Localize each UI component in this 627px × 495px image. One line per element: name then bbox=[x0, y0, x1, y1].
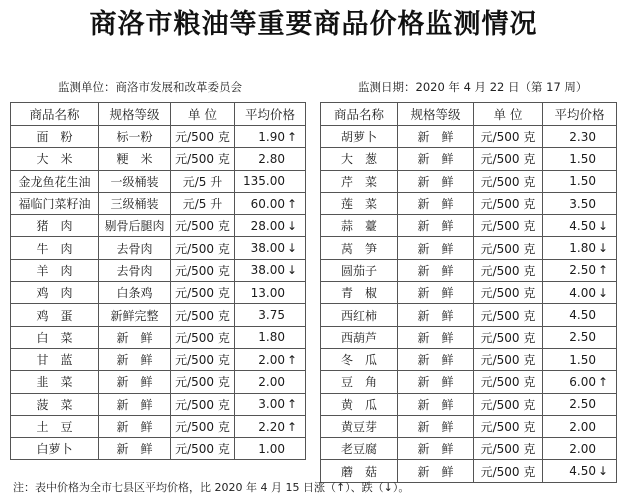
table-row bbox=[321, 371, 617, 393]
cell-unit: 元/500 克 bbox=[171, 326, 235, 348]
cell-grade: 新 鲜 bbox=[398, 438, 474, 460]
table-header-row bbox=[11, 103, 306, 126]
cell-unit: 元/500 克 bbox=[474, 170, 543, 192]
arrow-down-icon: ↓ bbox=[598, 464, 609, 479]
table-row bbox=[321, 259, 617, 281]
table-row bbox=[11, 192, 306, 214]
cell-price bbox=[235, 438, 306, 460]
arrow-down-icon: ↓ bbox=[287, 218, 298, 233]
cell-grade: 新 鲜 bbox=[99, 371, 171, 393]
cell-name: 胡萝卜 bbox=[321, 126, 398, 148]
cell-grade: 新 鲜 bbox=[398, 304, 474, 326]
price-value: 2.00 bbox=[258, 374, 285, 389]
price-value: 4.50 bbox=[569, 308, 596, 323]
cell-name: 韭 菜 bbox=[11, 371, 99, 393]
arrow-down-icon: ↓ bbox=[287, 241, 298, 256]
table-row bbox=[11, 326, 306, 348]
price-value: 4.50 bbox=[569, 464, 596, 479]
header-name: 商品名称 bbox=[11, 103, 99, 126]
cell-unit: 元/500 克 bbox=[474, 438, 543, 460]
cell-unit: 元/500 克 bbox=[474, 192, 543, 214]
price-value: 2.20 bbox=[258, 419, 285, 434]
table-row bbox=[321, 148, 617, 170]
cell-grade: 新 鲜 bbox=[398, 460, 474, 482]
table-row bbox=[11, 438, 306, 460]
cell-grade: 新 鲜 bbox=[398, 237, 474, 259]
cell-name: 土 豆 bbox=[11, 415, 99, 437]
cell-price bbox=[235, 348, 306, 370]
cell-unit: 元/500 克 bbox=[474, 393, 543, 415]
cell-name: 西葫芦 bbox=[321, 326, 398, 348]
cell-price bbox=[543, 348, 617, 370]
cell-price bbox=[235, 237, 306, 259]
price-value: 1.90 bbox=[258, 129, 285, 144]
cell-grade: 新 鲜 bbox=[398, 282, 474, 304]
price-table-left bbox=[10, 102, 306, 460]
cell-name: 青 椒 bbox=[321, 282, 398, 304]
cell-unit: 元/500 克 bbox=[171, 237, 235, 259]
price-value: 60.00 bbox=[250, 196, 285, 211]
cell-price bbox=[543, 148, 617, 170]
cell-grade: 新 鲜 bbox=[99, 326, 171, 348]
cell-grade: 新 鲜 bbox=[398, 348, 474, 370]
cell-unit: 元/500 克 bbox=[474, 371, 543, 393]
cell-grade: 新 鲜 bbox=[398, 415, 474, 437]
table-row bbox=[321, 126, 617, 148]
cell-grade: 新 鲜 bbox=[398, 170, 474, 192]
cell-name: 福临门菜籽油 bbox=[11, 192, 99, 214]
cell-price bbox=[235, 282, 306, 304]
price-value: 135.00 bbox=[243, 174, 285, 189]
arrow-up-icon: ↑ bbox=[287, 419, 298, 434]
cell-price bbox=[543, 282, 617, 304]
price-value: 2.00 bbox=[569, 441, 596, 456]
cell-price bbox=[235, 259, 306, 281]
price-value: 2.30 bbox=[569, 129, 596, 144]
price-value: 6.00 bbox=[569, 374, 596, 389]
table-row bbox=[321, 282, 617, 304]
cell-unit: 元/500 克 bbox=[171, 126, 235, 148]
cell-grade: 一级桶装 bbox=[99, 170, 171, 192]
table-row bbox=[11, 126, 306, 148]
cell-price bbox=[543, 415, 617, 437]
cell-price bbox=[235, 304, 306, 326]
cell-grade: 新 鲜 bbox=[398, 393, 474, 415]
footer-note: 注：表中价格为全市七县区平均价格，比 2020 年 4 月 15 日涨（↑）、跌（↓）。 bbox=[13, 481, 410, 494]
table-row bbox=[11, 237, 306, 259]
header-unit: 单 位 bbox=[171, 103, 235, 126]
cell-grade: 去骨肉 bbox=[99, 237, 171, 259]
cell-grade: 新 鲜 bbox=[398, 326, 474, 348]
cell-name: 黄 瓜 bbox=[321, 393, 398, 415]
cell-name: 甘 蓝 bbox=[11, 348, 99, 370]
cell-price bbox=[235, 371, 306, 393]
cell-grade: 去骨肉 bbox=[99, 259, 171, 281]
cell-price bbox=[543, 326, 617, 348]
cell-grade: 新 鲜 bbox=[99, 438, 171, 460]
cell-price bbox=[543, 259, 617, 281]
cell-grade: 新 鲜 bbox=[99, 415, 171, 437]
cell-unit: 元/5 升 bbox=[171, 192, 235, 214]
cell-grade: 新 鲜 bbox=[398, 126, 474, 148]
cell-unit: 元/500 克 bbox=[474, 259, 543, 281]
cell-grade: 粳 米 bbox=[99, 148, 171, 170]
cell-unit: 元/500 克 bbox=[171, 148, 235, 170]
price-table-right bbox=[320, 102, 617, 483]
table-header-row bbox=[321, 103, 617, 126]
table-row bbox=[321, 170, 617, 192]
cell-name: 猪 肉 bbox=[11, 215, 99, 237]
cell-name: 圆茄子 bbox=[321, 259, 398, 281]
price-value: 38.00 bbox=[250, 241, 285, 256]
price-value: 3.75 bbox=[258, 308, 285, 323]
cell-price bbox=[235, 148, 306, 170]
table-row bbox=[11, 393, 306, 415]
price-value: 1.80 bbox=[258, 330, 285, 345]
cell-price bbox=[235, 126, 306, 148]
table-row bbox=[11, 170, 306, 192]
price-value: 4.00 bbox=[569, 285, 596, 300]
table-row bbox=[321, 326, 617, 348]
cell-grade: 标一粉 bbox=[99, 126, 171, 148]
table-row bbox=[321, 393, 617, 415]
cell-grade: 新 鲜 bbox=[398, 259, 474, 281]
cell-grade: 新 鲜 bbox=[99, 348, 171, 370]
cell-price bbox=[543, 126, 617, 148]
cell-price bbox=[235, 393, 306, 415]
arrow-up-icon: ↑ bbox=[287, 352, 298, 367]
cell-name: 菠 菜 bbox=[11, 393, 99, 415]
price-value: 2.50 bbox=[569, 263, 596, 278]
arrow-up-icon: ↑ bbox=[598, 374, 609, 389]
arrow-down-icon: ↓ bbox=[287, 263, 298, 278]
table-row bbox=[11, 415, 306, 437]
cell-price bbox=[235, 415, 306, 437]
cell-unit: 元/500 克 bbox=[474, 282, 543, 304]
table-row bbox=[321, 415, 617, 437]
header-price: 平均价格 bbox=[543, 103, 617, 126]
cell-name: 蘑 菇 bbox=[321, 460, 398, 482]
cell-grade: 剔骨后腿肉 bbox=[99, 215, 171, 237]
cell-unit: 元/500 克 bbox=[474, 126, 543, 148]
cell-name: 莴 笋 bbox=[321, 237, 398, 259]
table-row bbox=[321, 237, 617, 259]
price-value: 2.50 bbox=[569, 397, 596, 412]
cell-price bbox=[543, 460, 617, 482]
price-value: 2.00 bbox=[258, 352, 285, 367]
cell-price bbox=[543, 215, 617, 237]
cell-unit: 元/500 克 bbox=[171, 348, 235, 370]
cell-unit: 元/500 克 bbox=[474, 148, 543, 170]
cell-name: 牛 肉 bbox=[11, 237, 99, 259]
header-name: 商品名称 bbox=[321, 103, 398, 126]
arrow-up-icon: ↑ bbox=[598, 263, 609, 278]
table-row bbox=[11, 304, 306, 326]
cell-price bbox=[235, 170, 306, 192]
cell-price bbox=[543, 170, 617, 192]
price-value: 1.80 bbox=[569, 241, 596, 256]
table-row bbox=[321, 304, 617, 326]
arrow-up-icon: ↑ bbox=[287, 397, 298, 412]
cell-unit: 元/500 克 bbox=[474, 415, 543, 437]
cell-unit: 元/500 克 bbox=[474, 326, 543, 348]
arrow-up-icon: ↑ bbox=[287, 196, 298, 211]
cell-name: 羊 肉 bbox=[11, 259, 99, 281]
cell-unit: 元/500 克 bbox=[474, 237, 543, 259]
cell-unit: 元/500 克 bbox=[171, 393, 235, 415]
cell-name: 豆 角 bbox=[321, 371, 398, 393]
cell-unit: 元/500 克 bbox=[474, 215, 543, 237]
cell-grade: 白条鸡 bbox=[99, 282, 171, 304]
cell-unit: 元/500 克 bbox=[171, 371, 235, 393]
cell-price bbox=[543, 237, 617, 259]
monitor-unit: 监测单位：商洛市发展和改革委员会 bbox=[58, 80, 242, 94]
cell-price bbox=[543, 371, 617, 393]
table-row bbox=[11, 215, 306, 237]
header-grade: 规格等级 bbox=[398, 103, 474, 126]
arrow-down-icon: ↓ bbox=[598, 218, 609, 233]
cell-unit: 元/500 克 bbox=[171, 438, 235, 460]
table-row bbox=[11, 371, 306, 393]
cell-price bbox=[543, 438, 617, 460]
header-unit: 单 位 bbox=[474, 103, 543, 126]
cell-name: 芹 菜 bbox=[321, 170, 398, 192]
arrow-down-icon: ↓ bbox=[598, 241, 609, 256]
cell-grade: 三级桶装 bbox=[99, 192, 171, 214]
cell-name: 蒜 薹 bbox=[321, 215, 398, 237]
cell-unit: 元/500 克 bbox=[171, 259, 235, 281]
cell-name: 黄豆芽 bbox=[321, 415, 398, 437]
cell-name: 白 菜 bbox=[11, 326, 99, 348]
cell-name: 鸡 蛋 bbox=[11, 304, 99, 326]
table-row bbox=[11, 148, 306, 170]
arrow-down-icon: ↓ bbox=[598, 285, 609, 300]
table-row bbox=[321, 215, 617, 237]
cell-name: 大 米 bbox=[11, 148, 99, 170]
price-value: 1.00 bbox=[258, 441, 285, 456]
cell-grade: 新 鲜 bbox=[398, 192, 474, 214]
cell-price bbox=[235, 192, 306, 214]
cell-name: 鸡 肉 bbox=[11, 282, 99, 304]
header-price: 平均价格 bbox=[235, 103, 306, 126]
arrow-up-icon: ↑ bbox=[287, 129, 298, 144]
price-value: 38.00 bbox=[250, 263, 285, 278]
price-value: 1.50 bbox=[569, 352, 596, 367]
cell-unit: 元/500 克 bbox=[474, 348, 543, 370]
cell-name: 面 粉 bbox=[11, 126, 99, 148]
cell-grade: 新 鲜 bbox=[398, 148, 474, 170]
table-body-right bbox=[321, 126, 617, 483]
cell-unit: 元/500 克 bbox=[171, 304, 235, 326]
cell-name: 老豆腐 bbox=[321, 438, 398, 460]
price-value: 1.50 bbox=[569, 174, 596, 189]
cell-unit: 元/5 升 bbox=[171, 170, 235, 192]
price-value: 3.00 bbox=[258, 397, 285, 412]
price-value: 2.00 bbox=[569, 419, 596, 434]
cell-unit: 元/500 克 bbox=[474, 304, 543, 326]
monitor-date: 监测日期：2020 年 4 月 22 日（第 17 周） bbox=[358, 80, 588, 94]
cell-grade: 新 鲜 bbox=[398, 371, 474, 393]
table-row bbox=[321, 348, 617, 370]
cell-price bbox=[235, 326, 306, 348]
cell-name: 金龙鱼花生油 bbox=[11, 170, 99, 192]
cell-unit: 元/500 克 bbox=[171, 415, 235, 437]
table-body-left bbox=[11, 126, 306, 460]
cell-unit: 元/500 克 bbox=[474, 460, 543, 482]
price-value: 1.50 bbox=[569, 151, 596, 166]
table-row bbox=[11, 259, 306, 281]
header-grade: 规格等级 bbox=[99, 103, 171, 126]
cell-price bbox=[543, 304, 617, 326]
cell-price bbox=[543, 192, 617, 214]
cell-unit: 元/500 克 bbox=[171, 215, 235, 237]
table-row bbox=[11, 282, 306, 304]
cell-name: 冬 瓜 bbox=[321, 348, 398, 370]
table-row bbox=[321, 192, 617, 214]
price-value: 3.50 bbox=[569, 196, 596, 211]
cell-name: 西红柿 bbox=[321, 304, 398, 326]
price-value: 2.50 bbox=[569, 330, 596, 345]
price-value: 28.00 bbox=[250, 218, 285, 233]
price-value: 13.00 bbox=[250, 285, 285, 300]
cell-grade: 新鲜完整 bbox=[99, 304, 171, 326]
table-row bbox=[321, 438, 617, 460]
cell-grade: 新 鲜 bbox=[99, 393, 171, 415]
cell-price bbox=[235, 215, 306, 237]
price-value: 4.50 bbox=[569, 218, 596, 233]
cell-name: 白萝卜 bbox=[11, 438, 99, 460]
cell-grade: 新 鲜 bbox=[398, 215, 474, 237]
page-title: 商洛市粮油等重要商品价格监测情况 bbox=[89, 9, 538, 40]
cell-name: 莲 菜 bbox=[321, 192, 398, 214]
table-row bbox=[11, 348, 306, 370]
cell-price bbox=[543, 393, 617, 415]
cell-name: 大 葱 bbox=[321, 148, 398, 170]
price-value: 2.80 bbox=[258, 151, 285, 166]
cell-unit: 元/500 克 bbox=[171, 282, 235, 304]
